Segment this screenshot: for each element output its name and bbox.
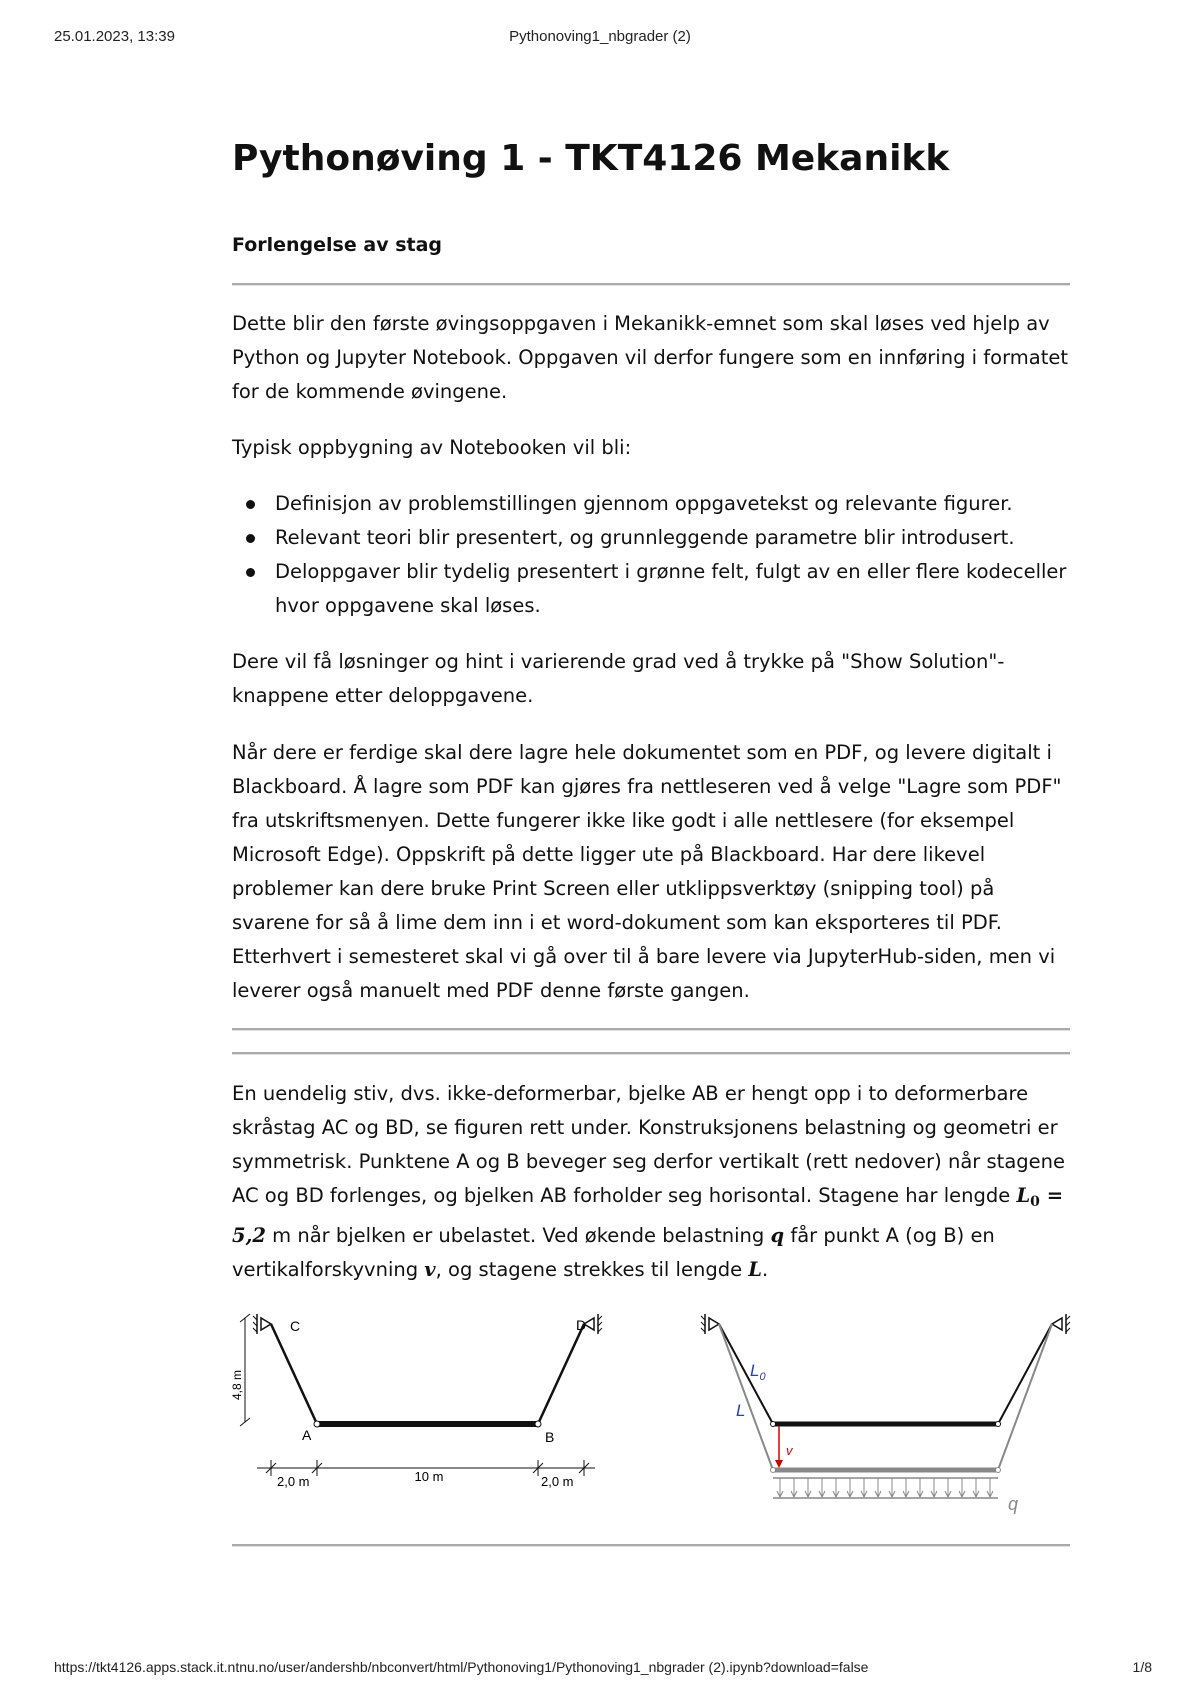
- label-l0: $L_0$: [750, 1361, 766, 1383]
- deformation-figure: [700, 1300, 1072, 1522]
- divider: [232, 283, 1070, 286]
- height-dimension-label: 4,8 m: [230, 1369, 244, 1400]
- support-right-icon: [1052, 1314, 1070, 1334]
- bar-deformed-right: [998, 1324, 1052, 1470]
- list-item: Relevant teori blir presentert, og grunnleggende parametre blir introdusert.: [232, 521, 1072, 555]
- dimension-right: 2,0 m: [541, 1474, 574, 1489]
- list-item: Deloppgaver blir tydelig presentert i grønne felt, fulgt av en eller flere kodeceller hvor oppgavene skal løses.: [232, 555, 1072, 623]
- print-header: [0, 28, 1200, 48]
- print-date: 25.01.2023, 13:39: [54, 28, 175, 45]
- label-l: L: [736, 1401, 746, 1420]
- delivery-paragraph: Når dere er ferdige skal dere lagre hele dokumentet som en PDF, og levere digitalt i Blackboard. Å lagre som PDF kan gjøres fra nettleseren ved å velge "Lagre som PDF" fra utskriftsmenyen. Dette fungerer ikke like godt i alle nettlesere (for eksempel Microsoft Edge). Oppskrift på dette ligger ute på Blackboard. Har dere likevel problemer kan dere bruke Print Screen eller utklippsverktøy (snipping tool) på svarene for så å lime dem inn i et word-dokument som kan eksporteres til PDF. Etterhvert i semesteret skal vi gå over til å bare levere via JupyterHub-siden, men vi leverer også manuelt med PDF denne første gangen.: [232, 741, 1062, 1002]
- math-L0-sub: 0: [1030, 1194, 1040, 1210]
- problem-text: En uendelig stiv, dvs. ikke-deformerbar, bjelke AB er hengt opp i to deformerbare skråstag AC og BD, se figuren rett under. Konstruksjonens belastning og geometri er symmetrisk. Punktene A og B beveger seg derfor vertikalt (rett nedover) når stagene AC og BD forlenges, og bjelken AB forholder seg horisontal. Stagene har lengde: [232, 1082, 1065, 1207]
- label-q: q: [1008, 1494, 1019, 1514]
- math-L: L: [748, 1258, 762, 1281]
- label-v: v: [786, 1443, 793, 1458]
- geometry-figure: [225, 1300, 605, 1505]
- node-a: [314, 1421, 320, 1427]
- solutions-paragraph: Dere vil få løsninger og hint i varierende grad ved å trykke på "Show Solution"-knappene etter deloppgavene.: [232, 650, 1005, 707]
- problem-text: m når bjelken er ubelastet. Ved økende belastning: [265, 1224, 771, 1247]
- problem-text: får punkt A (og B) en vertikalforskyvning: [232, 1224, 995, 1281]
- page-title: Pythonøving 1 - TKT4126 Mekanikk: [232, 138, 950, 179]
- page-number: 1/8: [1132, 1659, 1152, 1675]
- problem-text: .: [762, 1258, 769, 1281]
- bar-original-right: [998, 1324, 1052, 1424]
- label-d: D: [576, 1317, 587, 1333]
- displacement-arrow-icon: [775, 1426, 783, 1468]
- math-L0-value: = 5,2: [232, 1184, 1064, 1247]
- bar-bd: [538, 1324, 584, 1424]
- problem-paragraph: [232, 1077, 1072, 1287]
- distributed-load-icon: [773, 1478, 998, 1498]
- divider: [232, 1544, 1070, 1547]
- divider: [232, 1028, 1070, 1031]
- print-url: https://tkt4126.apps.stack.it.ntnu.no/user/andershb/nbconvert/html/Pythonoving1/Pythonoving1_nbgrader (2).ipynb?download=false: [54, 1659, 869, 1675]
- support-left-icon: [701, 1314, 719, 1334]
- intro-paragraph: Dette blir den første øvingsoppgaven i Mekanikk-emnet som skal løses ved hjelp av Python og Jupyter Notebook. Oppgaven vil derfor fungere som en innføring i formatet for de kommende øvingene.: [232, 312, 1068, 403]
- divider: [232, 1052, 1070, 1055]
- label-a: A: [302, 1427, 312, 1443]
- structure-lead: Typisk oppbygning av Notebooken vil bli:: [232, 436, 632, 459]
- node-b: [535, 1421, 541, 1427]
- bar-ac: [271, 1324, 317, 1424]
- print-footer: [0, 1659, 1200, 1679]
- print-title: Pythonoving1_nbgrader (2): [509, 28, 691, 45]
- section-subtitle: Forlengelse av stag: [232, 234, 443, 256]
- dimension-left: 2,0 m: [277, 1474, 310, 1489]
- math-L0-symbol: L: [1016, 1184, 1031, 1207]
- math-q: q: [770, 1224, 785, 1247]
- label-c: C: [290, 1318, 301, 1334]
- support-d-icon: [584, 1314, 602, 1334]
- label-b: B: [545, 1429, 555, 1445]
- bar-deformed-left: [719, 1324, 773, 1470]
- problem-text: , og stagene strekkes til lengde: [435, 1258, 749, 1281]
- dimension-middle: 10 m: [414, 1469, 444, 1484]
- list-item: Definisjon av problemstillingen gjennom oppgavetekst og relevante figurer.: [232, 487, 1072, 521]
- math-v: v: [424, 1258, 436, 1281]
- structure-list: [232, 487, 1072, 623]
- support-c-icon: [253, 1314, 271, 1334]
